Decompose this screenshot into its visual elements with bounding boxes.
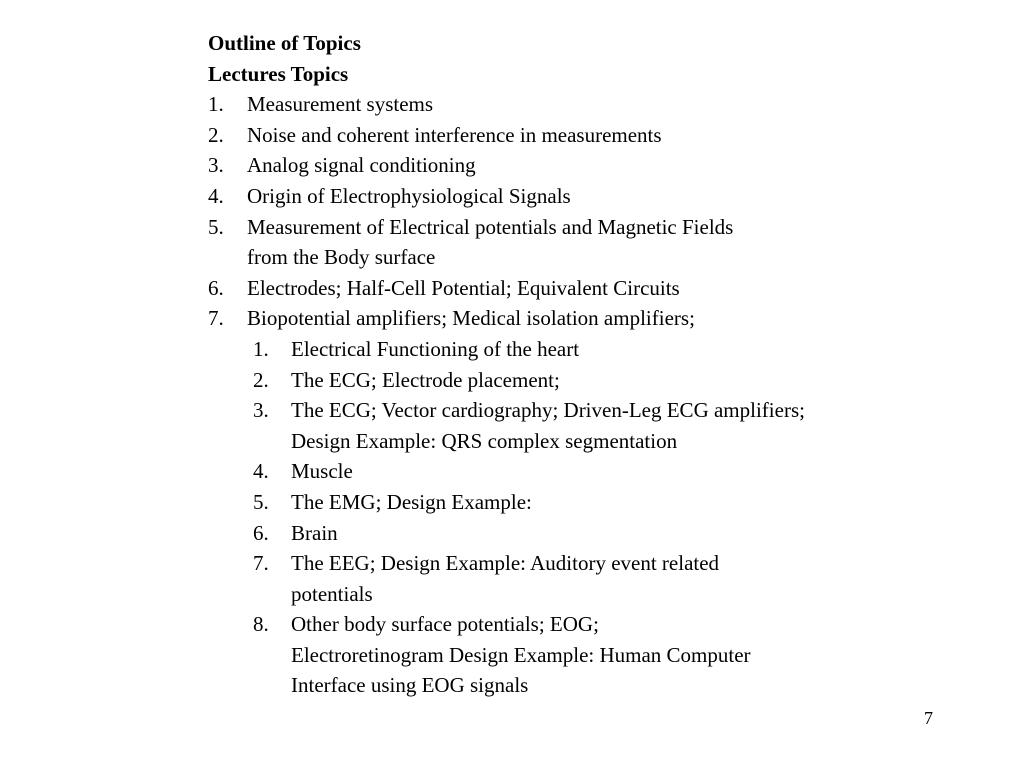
- topic-item: [208, 303, 828, 334]
- topic-number: 3.: [208, 153, 224, 178]
- subtopic-item: [253, 334, 828, 365]
- subtopic-item: [253, 487, 828, 518]
- topic-number: 6.: [208, 275, 224, 300]
- outline-content: [208, 28, 828, 701]
- topic-item: [208, 120, 828, 151]
- subtopic-item: [253, 548, 751, 609]
- subtopic-number: 8.: [253, 612, 269, 637]
- lectures-heading: Lectures Topics: [208, 61, 349, 86]
- subtopic-item: [253, 518, 828, 549]
- topic-item: [208, 181, 828, 212]
- subtopic-item: [253, 395, 806, 456]
- topic-text: Noise and coherent interference in measurements: [247, 122, 662, 147]
- subtopic-text: The ECG; Electrode placement;: [291, 367, 560, 392]
- subtopic-text: Other body surface potentials; EOG; Electroretinogram Design Example: Human Computer Interface using EOG signals: [291, 612, 751, 698]
- topic-list: [208, 89, 828, 334]
- topic-text: Electrodes; Half-Cell Potential; Equivalent Circuits: [247, 275, 680, 300]
- subtopic-item: [253, 609, 751, 701]
- topic-number: 4.: [208, 183, 224, 208]
- subtopic-text: Electrical Functioning of the heart: [291, 336, 580, 361]
- topic-item: [208, 212, 767, 273]
- topic-number: 5.: [208, 214, 224, 239]
- subtopic-item: [253, 456, 828, 487]
- topic-text: Measurement systems: [247, 92, 434, 117]
- subtopic-number: 1.: [253, 336, 269, 361]
- subtopic-number: 6.: [253, 520, 269, 545]
- topic-item: [208, 273, 828, 304]
- subtopic-number: 5.: [253, 489, 269, 514]
- outline-title: Outline of Topics: [208, 31, 361, 55]
- topic-item: [208, 89, 828, 120]
- topic-text: Measurement of Electrical potentials and Magnetic Fields from the Body surface: [247, 214, 734, 270]
- topic-text: Biopotential amplifiers; Medical isolation amplifiers;: [247, 306, 695, 331]
- subtopic-list: [253, 334, 828, 701]
- subtopic-number: 2.: [253, 367, 269, 392]
- topic-text: Analog signal conditioning: [247, 153, 476, 178]
- page-number: 7: [924, 708, 933, 728]
- subtopic-number: 7.: [253, 551, 269, 576]
- topic-number: 2.: [208, 122, 224, 147]
- topic-item: [208, 150, 828, 181]
- subtopic-number: 4.: [253, 459, 269, 484]
- topic-text: Origin of Electrophysiological Signals: [247, 183, 571, 208]
- subtopic-text: The ECG; Vector cardiography; Driven-Leg ECG amplifiers; Design Example: QRS complex segmentation: [291, 398, 805, 453]
- subtopic-text: The EEG; Design Example: Auditory event related potentials: [291, 551, 720, 606]
- topic-number: 1.: [208, 92, 224, 117]
- subtopic-text: Muscle: [291, 459, 353, 484]
- subtopic-item: [253, 365, 828, 396]
- subtopic-text: The EMG; Design Example:: [291, 489, 532, 514]
- topic-number: 7.: [208, 306, 224, 331]
- subtopic-text: Brain: [291, 520, 338, 545]
- subtopic-number: 3.: [253, 398, 269, 423]
